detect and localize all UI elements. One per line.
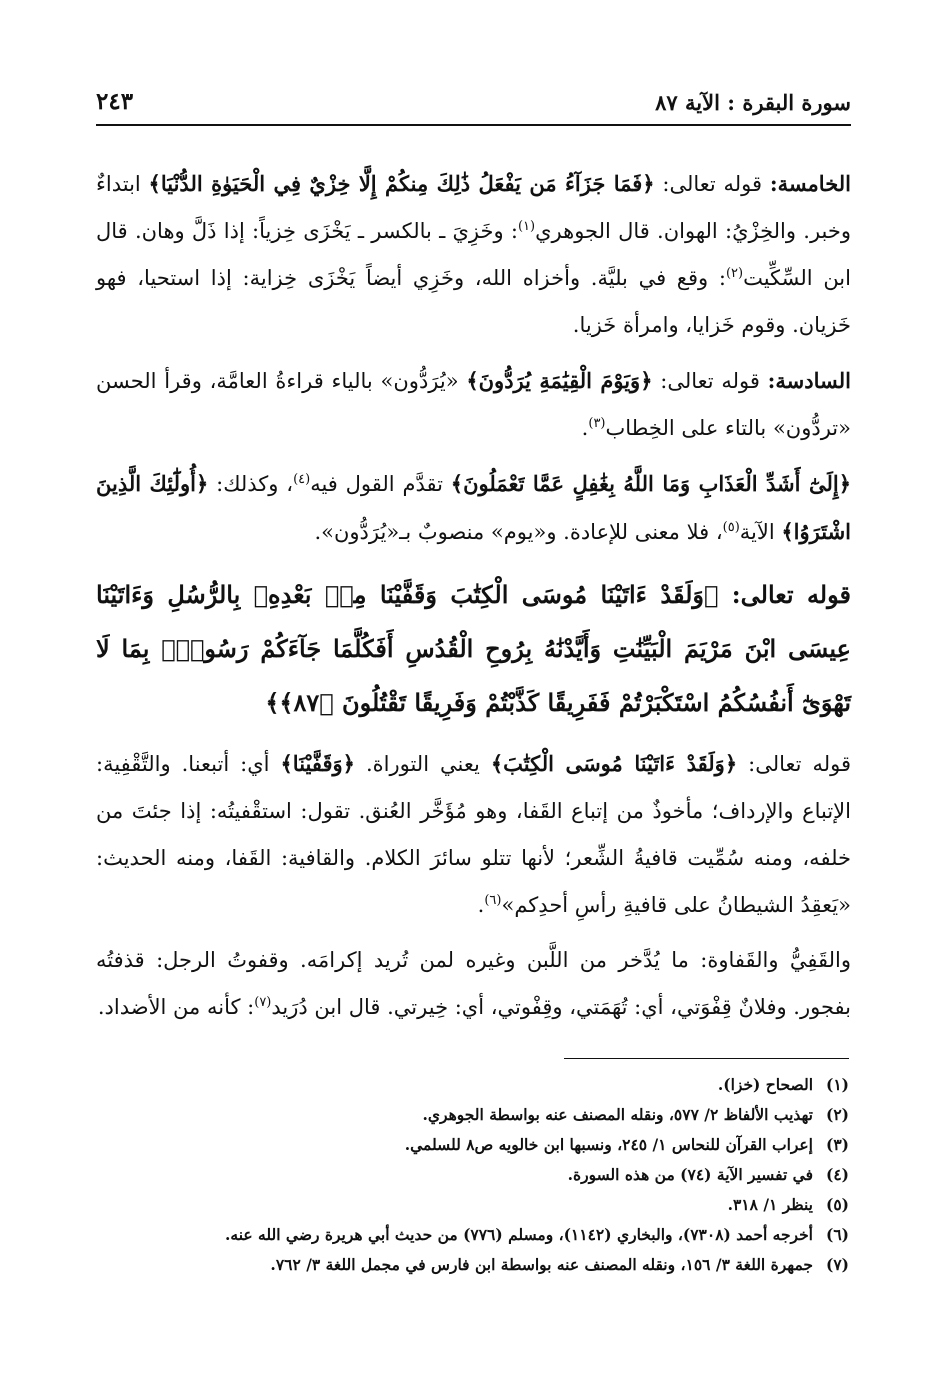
main-text — [96, 160, 851, 1039]
text-run: والقَفِيُّ والقَفاوة: ما يُدَّخر من اللَّبن وغيره لمن تُريد إكرامَه. وقفوتُ الرجل: قذفتُه بفجور. وفلانٌ قِفْوَتي، أي: تُهَمَتي، وقِفْوتي، أي: خِيرتي. قال ابن دُرَيد — [96, 948, 851, 1019]
text-run: أي: أتبعنا. والتَّقْفِية: الإتباع والإرداف؛ مأخوذٌ من إتباع القَفا، وهو مُؤَخَّر العُنق. تقول: استقْفيتُه: إذا جئتَ من خلفه، ومنه سُمِّيت قافيةُ الشِّعر؛ لأنها تتلو سائرَ الكلام. والقافية: القَفا، ومنه الحديث: «يَعقِدُ الشيطانُ على قافيةِ رأسِ أحدِكم» — [96, 752, 851, 917]
footnote-text: ينظر ١/ ٣١٨. — [727, 1195, 813, 1214]
quran-quote: ﴿وَلَقَدْ ءَاتَيْنَا مُوسَى الْكِتَٰبَ﴾ — [490, 751, 738, 776]
footnote-text: أخرجه أحمد (٧٣٠٨)، والبخاري (١١٤٢)، ومسلم (٧٧٦) من حديث أبي هريرة رضي الله عنه. — [225, 1225, 813, 1244]
footnotes — [89, 1070, 849, 1280]
footnote-item — [89, 1070, 849, 1100]
paragraph-qafawa — [96, 937, 851, 1031]
footnote-item — [89, 1250, 849, 1280]
footnote-number: (٢) — [825, 1105, 849, 1124]
text-run: . — [477, 893, 485, 917]
text-run: تقدَّم القول فيه — [310, 472, 451, 496]
text-run: : كأنه من الأضداد. — [97, 995, 255, 1019]
footnote-ref: (٥) — [722, 520, 740, 535]
footnote-item — [89, 1190, 849, 1220]
footnote-item — [89, 1100, 849, 1130]
footnote-ref: (٤) — [293, 472, 311, 487]
footnote-separator — [564, 1058, 849, 1059]
page-number: ٢٤٣ — [96, 88, 134, 115]
verse-87-block — [96, 568, 851, 730]
footnote-text: في تفسير الآية (٧٤) من هذه السورة. — [567, 1165, 813, 1184]
quran-quote: ﴿إِلَىٰٓ أَشَدِّ الْعَذَابِ وَمَا اللَّهُ بِغَٰفِلٍ عَمَّا تَعْمَلُونَ﴾ — [450, 471, 851, 496]
footnote-number: (٧) — [825, 1255, 849, 1274]
footnote-number: (٣) — [825, 1135, 849, 1154]
footnote-item — [89, 1130, 849, 1160]
quran-quote: ﴿وَيَوْمَ الْقِيَٰمَةِ يُرَدُّونَ﴾ — [466, 368, 653, 393]
footnote-ref: (٣) — [588, 416, 606, 431]
paragraph-sixth-point — [96, 357, 851, 452]
footnote-text: الصحاح (خزا). — [717, 1075, 813, 1094]
verse-text: ﴿وَلَقَدْ ءَاتَيْنَا مُوسَى الْكِتَٰبَ وَقَفَّيْنَا مِنۢ بَعْدِهِۦ بِالرُّسُلِ وَءَاتَيْنَا عِيسَى ابْنَ مَرْيَمَ الْبَيِّنَٰتِ وَأَيَّدْنَٰهُ بِرُوحِ الْقُدُسِ أَفَكُلَّمَا جَآءَكُمْ رَسُولٌۢ بِمَا لَا تَهْوَىٰٓ أَنفُسُكُمُ اسْتَكْبَرْتُمْ فَفَرِيقًا كَذَّبْتُمْ وَفَرِيقًا تَقْتُلُونَ ﴿٨٧﴾﴾ — [96, 580, 851, 717]
text-run: : وقع في بليَّة. وأخزاه الله، وخَزِي أيضاً يَخْزَى خِزاية: إذا استحيا، فهو خَزيان. وقوم خَزايا، وامرأة خَزيا. — [96, 266, 851, 337]
paragraph-fifth-point — [96, 160, 851, 349]
text-run: ، فلا معنى للإعادة. و«يوم» منصوبٌ بـ«يُرَدُّون». — [314, 520, 723, 544]
quran-quote: ﴿أُولَٰٓئِكَ الَّذِينَ اشْتَرَوُا﴾ — [96, 471, 851, 544]
running-header — [96, 78, 851, 126]
text-run: ، وكذلك: — [208, 472, 294, 496]
text-run: . — [581, 416, 589, 440]
footnote-text: تهذيب الألفاظ ٢/ ٥٧٧، ونقله المصنف عنه بواسطة الجوهري. — [422, 1105, 813, 1124]
footnote-ref: (٦) — [484, 893, 502, 908]
footnote-ref: (٧) — [254, 995, 272, 1010]
text-run: «يُرَدُّون» بالياء قراءةُ العامَّة، وقرأ الحسن «تردُّون» بالتاء على الخِطاب — [96, 369, 851, 440]
footnote-ref: (٢) — [725, 266, 744, 281]
footnote-number: (٥) — [825, 1195, 849, 1214]
text-run: يعني التوراة. — [354, 752, 491, 776]
text-run: : وخَزِيَ ـ بالكسر ـ يَخْزَى خِزياً: إذا ذَلَّ وهان. قال ابن السِّكِّيت — [96, 219, 851, 290]
quran-quote: ﴿وَقَفَّيْنَا﴾ — [280, 751, 355, 776]
footnote-number: (٦) — [825, 1225, 849, 1244]
footnote-number: (٤) — [825, 1165, 849, 1184]
point-label: الخامسة: — [769, 171, 851, 196]
text-run: ابتداءٌ وخبر. والخِزْيُ: الهوان. قال الجوهري — [96, 172, 851, 243]
footnote-text: إعراب القرآن للنحاس ١/ ٢٤٥، ونسبها ابن خالويه ص٨ للسلمي. — [404, 1135, 813, 1154]
footnote-item — [89, 1160, 849, 1190]
text-run: قوله تعالى: — [654, 172, 770, 196]
text-run: قوله تعالى: — [652, 369, 768, 393]
quran-quote: ﴿فَمَا جَزَآءُ مَن يَفْعَلُ ذَٰلِكَ مِنكُمْ إِلَّا خِزْيٌ فِي الْحَيَوٰةِ الدُّنْيَا﴾ — [148, 171, 655, 196]
point-label: السادسة: — [767, 368, 851, 393]
text-run: قوله تعالى: — [737, 752, 851, 776]
footnote-text: جمهرة اللغة ٣/ ١٥٦، ونقله المصنف عنه بواسطة ابن فارس في مجمل اللغة ٣/ ٧٦٢. — [270, 1255, 813, 1274]
paragraph-continuation — [96, 460, 851, 556]
footnote-ref: (١) — [517, 219, 536, 234]
running-title: سورة البقرة : الآية ٨٧ — [655, 90, 851, 115]
verse-lead: قوله تعالى: — [718, 580, 851, 609]
paragraph-tafsir — [96, 740, 851, 929]
footnote-number: (١) — [825, 1075, 849, 1094]
footnote-item — [89, 1220, 849, 1250]
text-run: الآية — [739, 520, 782, 544]
